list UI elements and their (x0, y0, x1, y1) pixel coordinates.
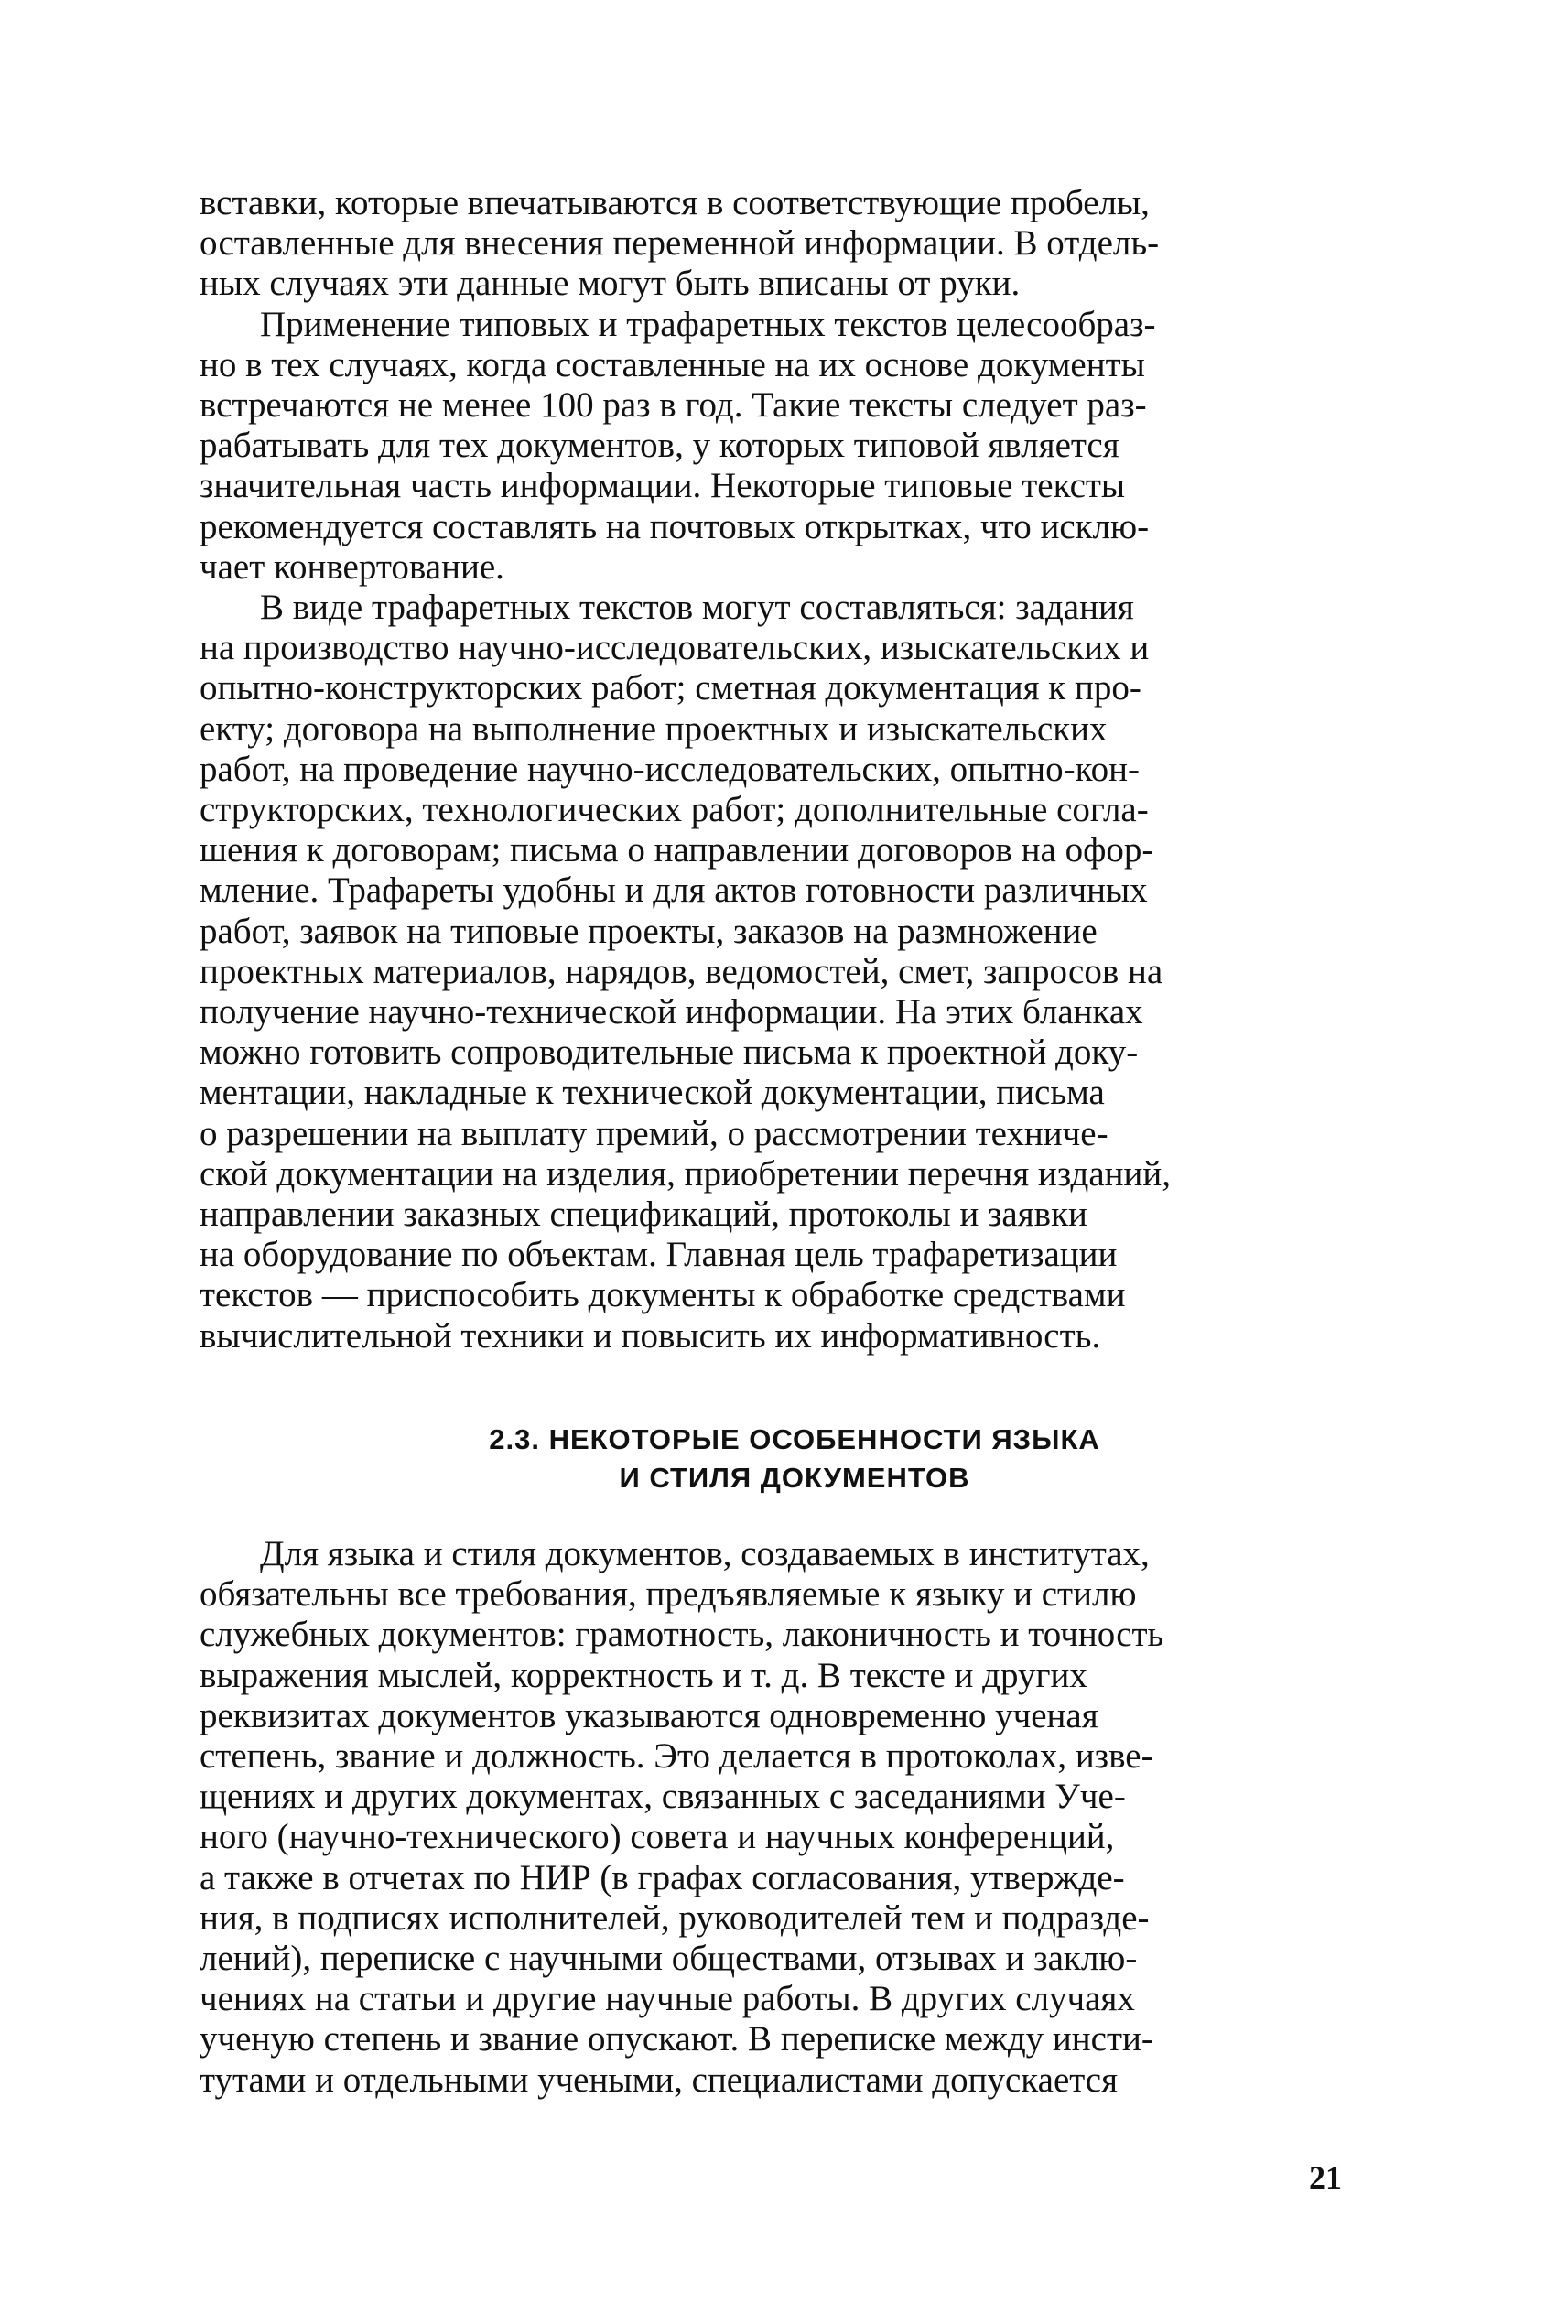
text-line: обязательны все требования, предъявляемые к языку и стилю (200, 1574, 1137, 1615)
text-line: реквизитах документов указываются одновременно ученая (200, 1695, 1098, 1735)
text-line: на производство научно-исследовательских, изыскательских и (200, 628, 1150, 668)
body-text-bottom (200, 1534, 1390, 2101)
text-line: текстов — приспособить документы к обработке средствами (200, 1275, 1126, 1315)
text-line: а также в отчетах по НИР (в графах согласования, утвержде- (200, 1857, 1125, 1897)
text-line: вычислительной техники и повысить их информативность. (200, 1315, 1101, 1356)
text-line: ного (научно-технического) совета и научных конференций, (200, 1817, 1115, 1857)
text-line: оставленные для внесения переменной информации. В отдель- (200, 223, 1160, 264)
text-line: рабатывать для тех документов, у которых типовой является (200, 426, 1119, 466)
text-line: выражения мыслей, корректность и т. д. В тексте и других (200, 1655, 1087, 1695)
text-line: щениях и других документах, связанных с заседаниями Уче- (200, 1777, 1126, 1817)
text-line: структорских, технологических работ; дополнительные согла- (200, 790, 1149, 830)
book-page (200, 183, 1390, 2101)
text-line: на оборудование по объектам. Главная цель трафаретизации (200, 1235, 1118, 1275)
text-line: проектных материалов, нарядов, ведомостей, смет, запросов на (200, 951, 1163, 991)
text-line: вставки, которые впечатываются в соответствующие пробелы, (200, 183, 1150, 222)
text-line: ской документации на изделия, приобретении перечня изданий, (200, 1153, 1171, 1194)
text-line: работ, на проведение научно-исследовательских, опытно-кон- (200, 749, 1140, 789)
text-line: ния, в подписях исполнителей, руководителей тем и подразде- (200, 1897, 1150, 1938)
text-line: значительная часть информации. Некоторые типовые тексты (200, 466, 1126, 506)
text-line: В виде трафаретных текстов могут составляться: задания (260, 588, 1134, 628)
text-line: работ, заявок на типовые проекты, заказов на размножение (200, 911, 1098, 951)
text-line: степень, звание и должность. Это делается в протоколах, изве- (200, 1735, 1153, 1776)
section-heading-line-1: 2.3. НЕКОТОРЫЕ ОСОБЕННОСТИ ЯЗЫКА (489, 1422, 1100, 1455)
text-line: направлении заказных спецификаций, протоколы и заявки (200, 1194, 1087, 1235)
text-line: лений), переписке с научными обществами, отзывах и заклю- (200, 1938, 1138, 1978)
text-line: ученую степень и звание опускают. В переписке между инсти- (200, 2019, 1153, 2059)
text-line: рекомендуется составлять на почтовых открытках, что исклю- (200, 506, 1150, 546)
paragraph (200, 183, 1390, 305)
text-line: чает конвертование. (200, 546, 504, 587)
text-line: Применение типовых и трафаретных текстов целесообраз- (260, 304, 1156, 344)
text-line: тутами и отдельными учеными, специалистами допускается (200, 2059, 1119, 2100)
text-line: служебных документов: грамотность, лаконичность и точность (200, 1615, 1164, 1655)
text-line: ных случаях эти данные могут быть вписаны от руки. (200, 264, 1021, 304)
text-line: можно готовить сопроводительные письма к проектной доку- (200, 1032, 1139, 1073)
text-line: чениях на статьи и другие научные работы. В других случаях (200, 1979, 1135, 2019)
page-number: 21 (1309, 2159, 1342, 2196)
paragraph (200, 1534, 1390, 2101)
body-text-top (200, 183, 1390, 1357)
text-line: опытно-конструкторских работ; сметная документация к про- (200, 668, 1141, 708)
section-heading (200, 1421, 1390, 1497)
paragraph (200, 305, 1390, 588)
text-line: ментации, накладные к технической документации, письма (200, 1073, 1105, 1113)
text-line: Для языка и стиля документов, создаваемых в институтах, (260, 1533, 1150, 1573)
text-line: получение научно-технической информации. На этих бланках (200, 992, 1143, 1032)
text-line: но в тех случаях, когда составленные на их основе документы (200, 344, 1145, 384)
text-line: о разрешении на выплату премий, о рассмотрении техниче- (200, 1113, 1108, 1153)
section-heading-line-2: И СТИЛЯ ДОКУМЕНТОВ (619, 1461, 970, 1494)
text-line: екту; договора на выполнение проектных и изыскательских (200, 708, 1108, 749)
text-line: мление. Трафареты удобны и для актов готовности различных (200, 870, 1148, 911)
text-line: шения к договорам; письма о направлении договоров на офор- (200, 830, 1154, 870)
text-line: встречаются не менее 100 раз в год. Такие тексты следует раз- (200, 385, 1147, 426)
paragraph (200, 588, 1390, 1357)
